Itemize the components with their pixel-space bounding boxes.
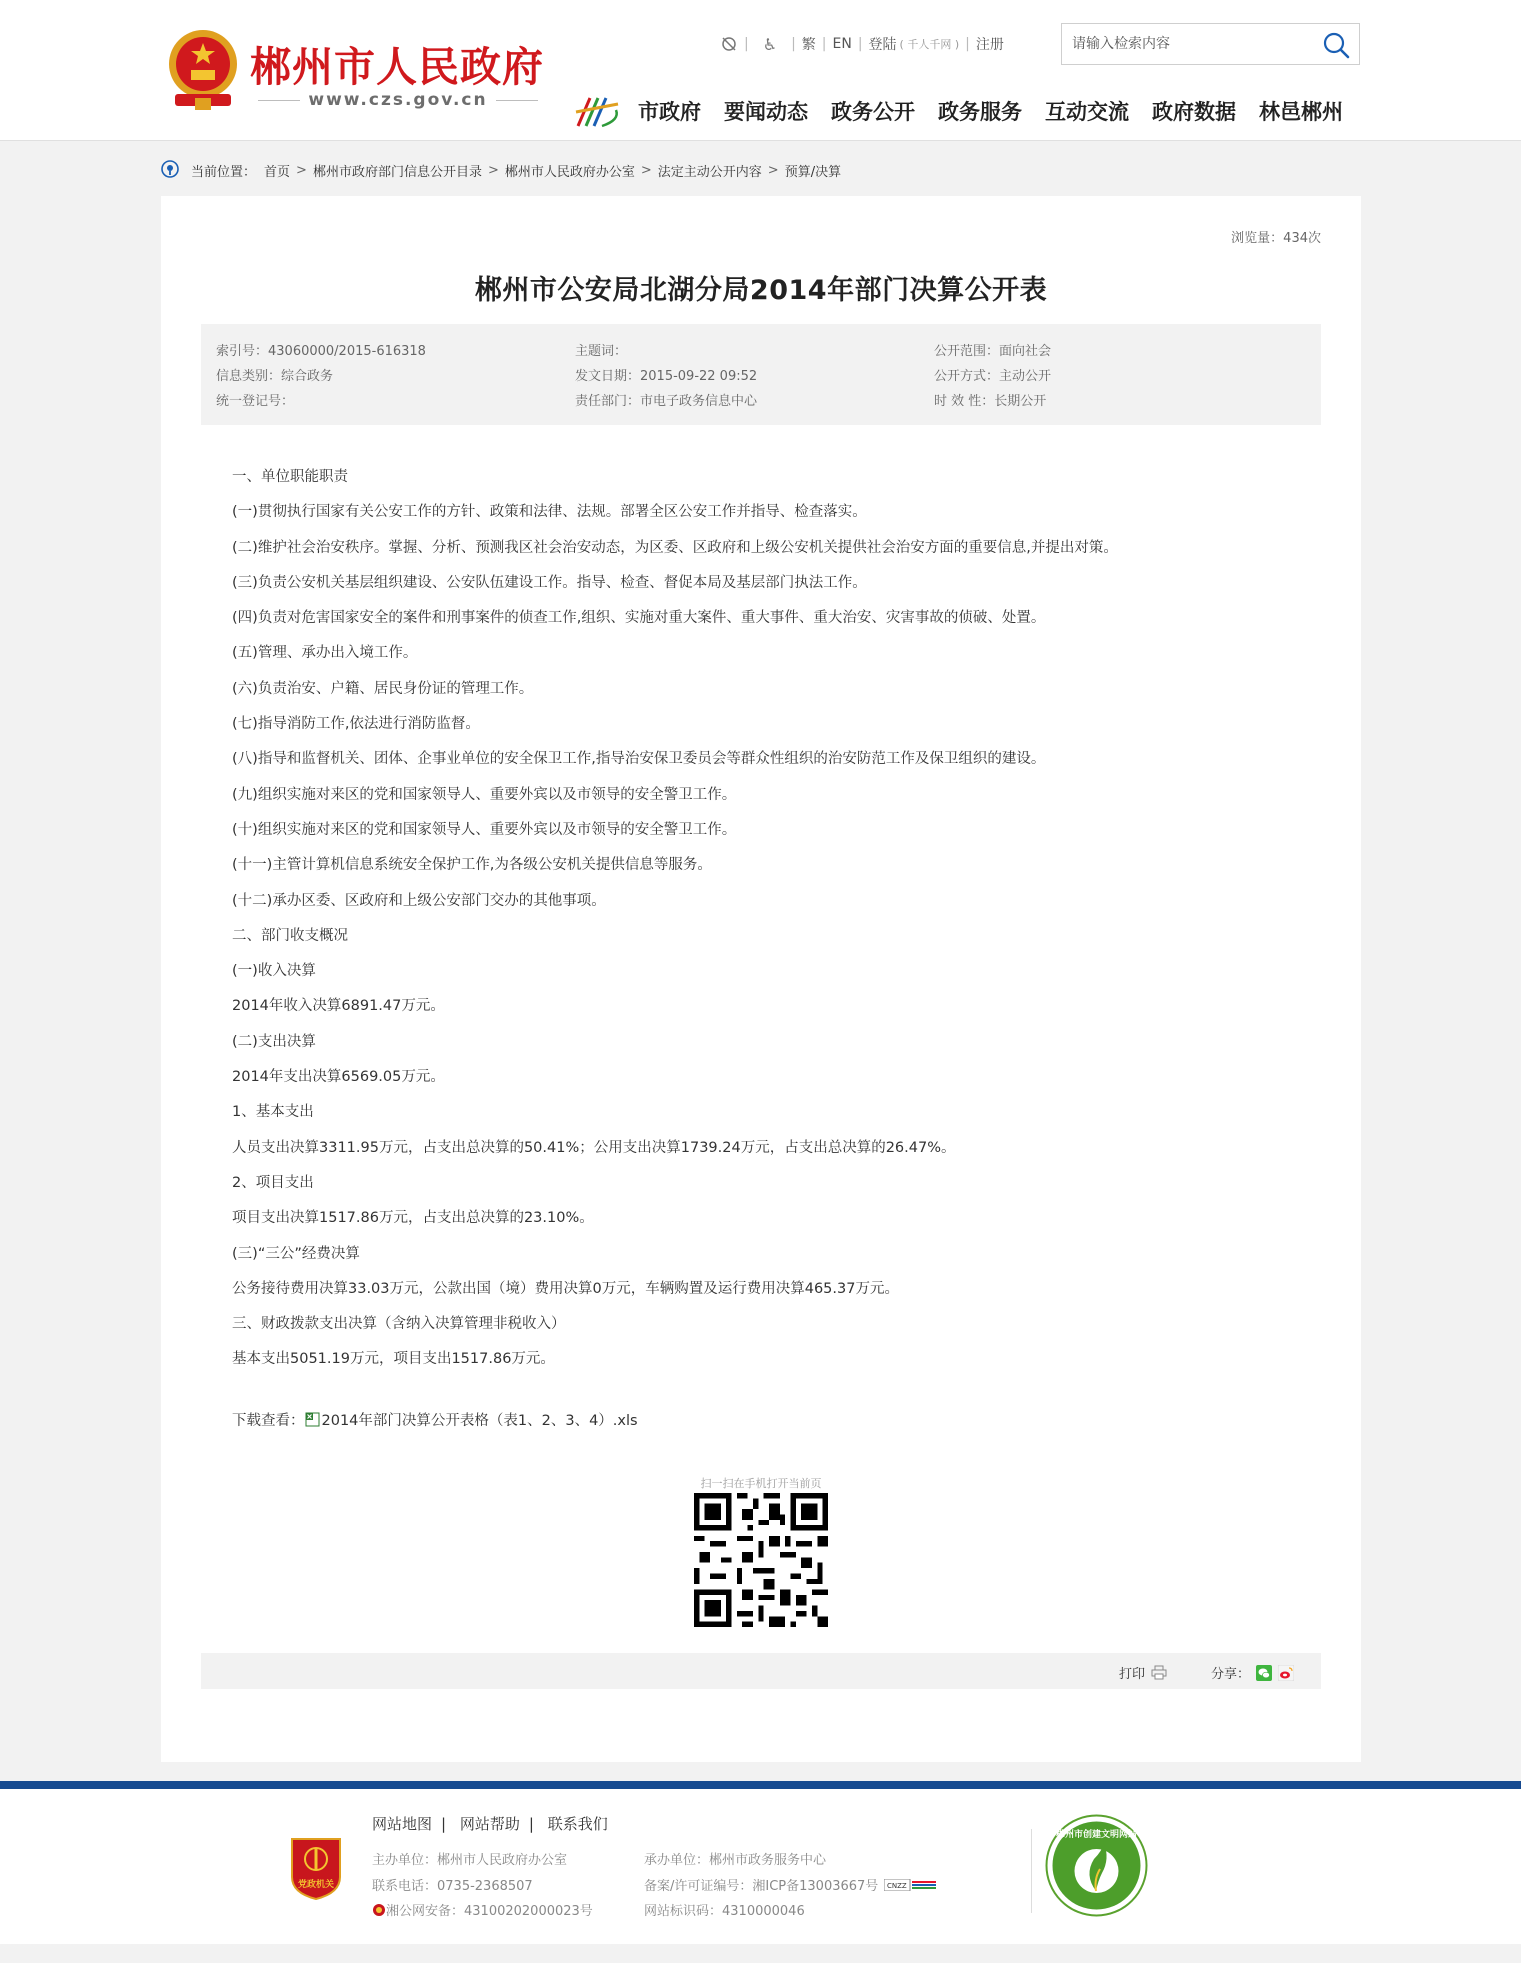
main-nav [572, 90, 1343, 132]
nav-item-linyi-chenzhou[interactable]: 林邑郴州 [1259, 100, 1343, 124]
meta-scope: 公开范围：面向社会 [934, 344, 1052, 359]
nav-item-city-gov[interactable]: 市政府 [638, 100, 701, 124]
breadcrumb-label: 当前位置： [191, 164, 257, 180]
civilized-website-seal[interactable] [1044, 1813, 1149, 1918]
footer-link-contact[interactable]: 联系我们 [547, 1815, 608, 1833]
cnzz-icon[interactable] [884, 1879, 936, 1891]
police-badge-icon [372, 1903, 386, 1917]
printer-icon [1151, 1665, 1167, 1680]
footer-site-id: 网站标识码：4310000046 [644, 1904, 805, 1919]
accessibility-icon[interactable]: ♿ [762, 34, 778, 54]
seal-text: 郴州市创建文明网站 [1055, 1830, 1137, 1840]
site-header [0, 0, 1521, 141]
footer-icp-row [644, 1875, 936, 1894]
paragraph: (四)负责对危害国家安全的案件和刑事案件的侦查工作,组织、实施对重大案件、重大事件、重大治安、灾害事故的侦破、处置。 [232, 610, 1046, 627]
paragraph: (二)支出决算 [232, 1033, 316, 1050]
footer-sponsor: 主办单位：郴州市人民政府办公室 [372, 1853, 568, 1868]
meta-validity: 时 效 性：长期公开 [934, 394, 1047, 409]
login-sub-label: ( 千人千网 ) [899, 38, 960, 51]
print-label: 打印 [1119, 1667, 1146, 1682]
paragraph: (九)组织实施对来区的党和国家领导人、重要外宾以及市领导的安全警卫工作。 [232, 786, 737, 803]
footer-links: 网站地图 | 网站帮助 | 联系我们 [372, 1815, 608, 1833]
breadcrumb-home[interactable]: 首页 [264, 164, 291, 180]
reader-mode-icon[interactable] [720, 35, 738, 53]
search-input[interactable] [1072, 33, 1312, 55]
breadcrumb-catalog[interactable]: 郴州市政府部门信息公开目录 [312, 164, 482, 180]
english-link[interactable]: EN [832, 36, 852, 52]
party-gov-badge[interactable] [288, 1835, 344, 1901]
footer-phone: 联系电话：0735-2368507 [372, 1879, 533, 1894]
excel-file-icon [305, 1412, 320, 1427]
svg-text:CNZZ: CNZZ [887, 1881, 908, 1890]
view-count: 浏览量：434次 [1231, 231, 1321, 246]
nav-item-interaction[interactable]: 互动交流 [1045, 100, 1129, 124]
paragraph: (十一)主管计算机信息系统安全保护工作,为各级公安机关提供信息等服务。 [232, 857, 712, 874]
paragraph: 一、单位职能职责 [232, 469, 348, 485]
footer-police[interactable]: 湘公网安备：43100202000023号 [386, 1904, 593, 1919]
meta-topic: 主题词： [575, 344, 628, 359]
paragraph: 公务接待费用决算33.03万元，公款出国（境）费用决算0万元，车辆购置及运行费用决算465.37万元。 [232, 1280, 899, 1297]
nav-logo-icon [572, 90, 624, 132]
paragraph: (三)负责公安机关基层组织建设、公安队伍建设工作。指导、检查、督促本局及基层部门执法工作。 [232, 574, 867, 591]
footer-link-sitemap[interactable]: 网站地图 [372, 1815, 433, 1833]
badge-text: 党政机关 [297, 1880, 334, 1890]
paragraph: (一)贯彻执行国家有关公安工作的方针、政策和法律、法规。部署全区公安工作并指导、检查落实。 [232, 504, 867, 521]
share-bar [201, 1653, 1321, 1689]
article-card [161, 196, 1361, 1762]
breadcrumb-office[interactable]: 郴州市人民政府办公室 [504, 164, 635, 180]
site-url: www.czs.gov.cn [250, 88, 546, 112]
wechat-icon[interactable] [1256, 1665, 1272, 1681]
nav-item-gov-data[interactable]: 政府数据 [1152, 100, 1236, 124]
meta-date: 发文日期：2015-09-22 09:52 [575, 369, 758, 384]
paragraph: (七)指导消防工作,依法进行消防监督。 [232, 716, 480, 733]
party-gov-badge-icon [288, 1835, 344, 1901]
article-body [232, 460, 1292, 1378]
download-row [232, 1409, 638, 1430]
nav-item-gov-open[interactable]: 政务公开 [831, 100, 915, 124]
page-title: 郴州市公安局北湖分局2014年部门决算公开表 [474, 275, 1048, 306]
paragraph: 项目支出决算1517.86万元，占支出总决算的23.10%。 [232, 1210, 594, 1227]
paragraph: (六)负责治安、户籍、居民身份证的管理工作。 [232, 680, 534, 697]
paragraph: (八)指导和监督机关、团体、企事业单位的安全保卫工作,指导治安保卫委员会等群众性组织的治安防范工作及保卫组织的建设。 [232, 751, 1046, 768]
search-box [1061, 23, 1360, 65]
footer-link-help[interactable]: 网站帮助 [459, 1815, 520, 1833]
location-pin-icon [161, 160, 179, 180]
meta-dept: 责任部门：市电子政务信息中心 [575, 394, 758, 409]
paragraph: 2014年支出决算6569.05万元。 [232, 1069, 445, 1086]
meta-method: 公开方式：主动公开 [934, 369, 1052, 384]
breadcrumb: 当前位置： 首页 > 郴州市政府部门信息公开目录 > 郴州市人民政府办公室 > 法定主动公开内容 > 预算/决算 [161, 158, 841, 182]
paragraph: (五)管理、承办出入境工作。 [232, 645, 418, 662]
share-label: 分享： [1211, 1667, 1251, 1682]
print-button[interactable] [1119, 1663, 1167, 1682]
breadcrumb-statutory[interactable]: 法定主动公开内容 [657, 164, 762, 180]
meta-category: 信息类别：综合政务 [216, 369, 334, 384]
footer-police-row [372, 1900, 593, 1919]
paragraph: 三、财政拨款支出决算（含纳入决算管理非税收入） [232, 1316, 566, 1333]
paragraph: 2014年收入决算6891.47万元。 [232, 998, 445, 1015]
nav-item-gov-service[interactable]: 政务服务 [938, 100, 1022, 124]
paragraph: 二、部门收支概况 [232, 927, 348, 944]
register-link[interactable]: 注册 [975, 37, 1004, 53]
share-group [1211, 1663, 1294, 1682]
footer-organizer: 承办单位：郴州市政务服务中心 [644, 1853, 827, 1868]
login-link[interactable]: 登陆 [868, 37, 897, 53]
breadcrumb-budget[interactable]: 预算/决算 [784, 164, 842, 180]
traditional-chinese-link[interactable]: 繁 [801, 37, 816, 53]
footer-divider [1031, 1829, 1032, 1913]
nav-item-news[interactable]: 要闻动态 [724, 100, 808, 124]
paragraph: (一)收入决算 [232, 963, 316, 980]
paragraph: (三)“三公”经费决算 [232, 1245, 360, 1262]
meta-reg-no: 统一登记号： [216, 394, 295, 409]
weibo-icon[interactable] [1278, 1665, 1294, 1681]
search-icon[interactable] [1321, 30, 1351, 60]
qr-code-icon [694, 1493, 828, 1627]
download-file-link[interactable]: 2014年部门决算公开表格（表1、2、3、4）.xls [321, 1413, 638, 1429]
paragraph: (二)维护社会治安秩序。掌握、分析、预测我区社会治安动态，为区委、区政府和上级公安机关提供社会治安方面的重要信息,并提出对策。 [232, 539, 1118, 556]
paragraph: (十)组织实施对来区的党和国家领导人、重要外宾以及市领导的安全警卫工作。 [232, 821, 737, 838]
qr-caption: 扫一扫在手机打开当前页 [700, 1477, 822, 1490]
meta-index-no: 索引号：43060000/2015-616318 [216, 344, 426, 359]
paragraph: (十二)承办区委、区政府和上级公安部门交办的其他事项。 [232, 892, 606, 909]
site-title[interactable]: 郴州市人民政府 [250, 43, 544, 91]
top-links: | ♿ | 繁 | EN | 登陆 ( 千人千网 ) | 注册 [720, 33, 1004, 55]
meta-info-box [201, 324, 1321, 425]
paragraph: 基本支出5051.19万元，项目支出1517.86万元。 [232, 1351, 555, 1368]
bottom-strip [0, 1944, 1521, 1963]
paragraph: 2、项目支出 [232, 1174, 314, 1191]
footer-icp[interactable]: 备案/许可证编号：湘ICP备13003667号 [644, 1879, 879, 1894]
paragraph: 人员支出决算3311.95万元，占支出总决算的50.41%；公用支出决算1739.24万元，占支出总决算的26.47%。 [232, 1139, 956, 1156]
site-footer [0, 1781, 1521, 1944]
download-label: 下载查看： [232, 1413, 305, 1429]
paragraph: 1、基本支出 [232, 1104, 314, 1121]
national-emblem-icon[interactable] [165, 26, 242, 112]
